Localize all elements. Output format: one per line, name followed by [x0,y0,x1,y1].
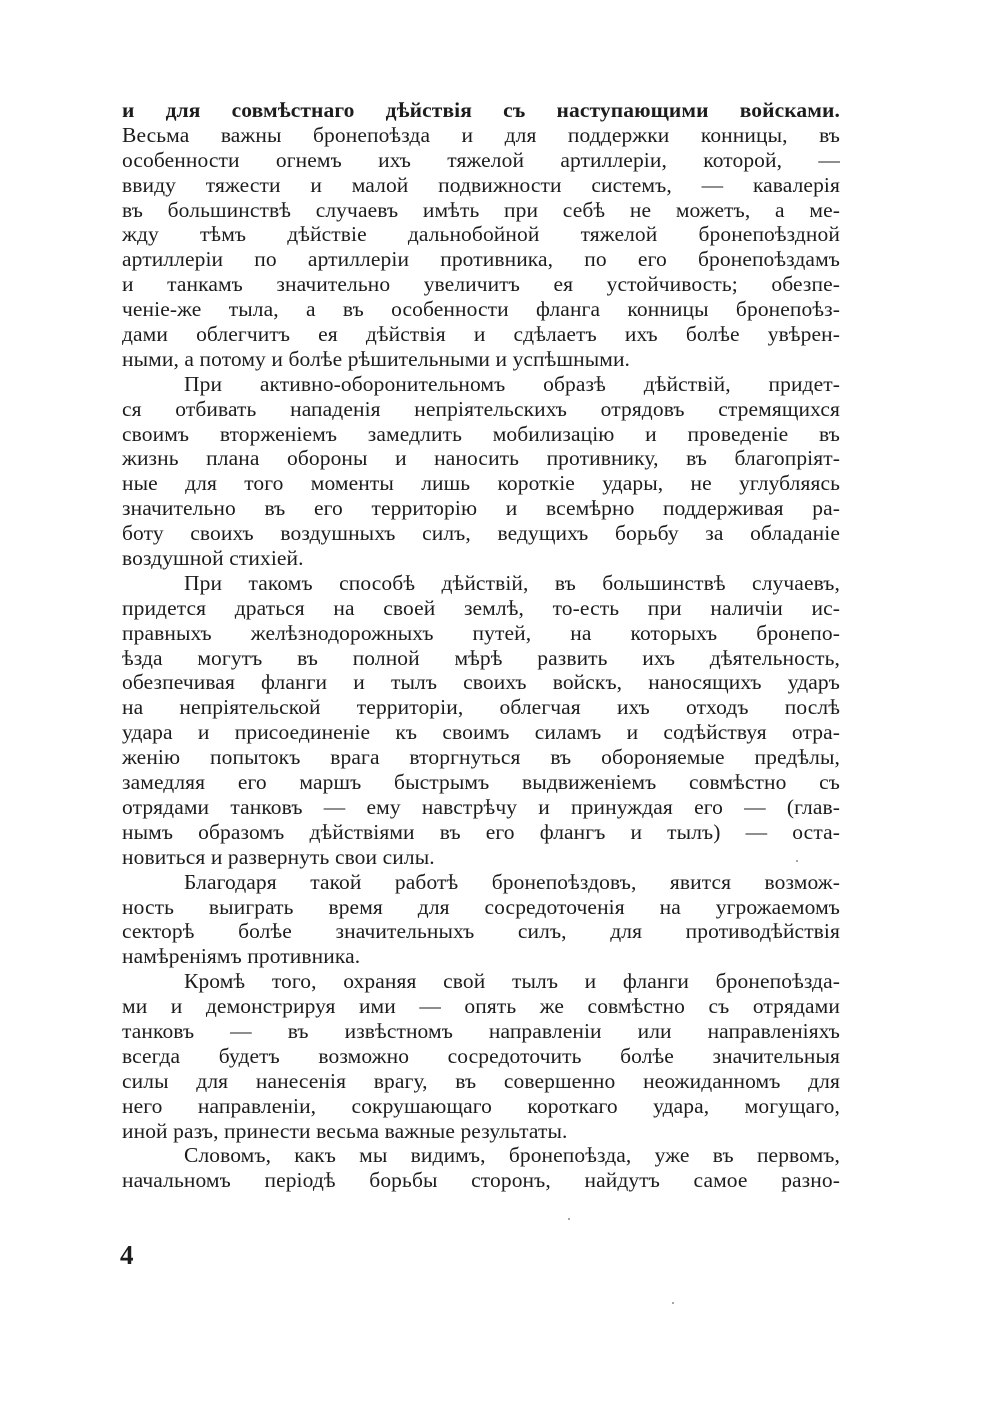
text-line: дами облегчитъ ея дѣйствія и сдѣлаетъ ихъ болѣе увѣрен- [122,322,840,347]
text-line: артиллеріи по артиллеріи противника, по его бронепоѣздамъ [122,247,840,272]
text-line: ѣзда могутъ въ полной мѣрѣ развить ихъ дѣятельность, [122,645,840,670]
print-speck [796,860,798,862]
text-line: замедляя его маршъ быстрымъ выдвиженіемъ совмѣстно съ [122,770,840,795]
text-line: начальномъ періодѣ борьбы сторонъ, найдутъ самое разно- [122,1168,840,1193]
text-line: на непріятельской территоріи, облегчая ихъ отходъ послѣ [122,695,840,720]
text-line: особенности огнемъ ихъ тяжелой артиллеріи, которой, — [122,147,840,172]
text-line: въ большинствѣ случаевъ имѣть при себѣ не можетъ, а ме- [122,197,840,222]
text-line: женію попытокъ врага вторгнуться въ обороняемые предѣлы, [122,745,840,770]
text-line: ввиду тяжести и малой подвижности системъ, — кавалерія [122,172,840,197]
text-line: Кромѣ того, охраняя свой тылъ и фланги бронепоѣзда- [184,969,840,994]
text-line: секторѣ болѣе значительныхъ силъ, для противодѣйствія [122,919,840,944]
text-line: жизнь плана обороны и наносить противнику, въ благопріят- [122,446,840,471]
text-line: новиться и развернуть свои силы. [122,844,435,869]
text-line: танковъ — въ извѣстномъ направленіи или направленіяхъ [122,1018,840,1043]
page-number: 4 [120,1240,134,1270]
text-line: При такомъ способѣ дѣйствій, въ большинствѣ случаевъ, [184,570,840,595]
text-line: ченіе-же тыла, а въ особенности фланга конницы бронепоѣз- [122,297,840,322]
text-line: Благодаря такой работѣ бронепоѣздовъ, явится возмож- [184,869,840,894]
text-line: своимъ вторженіемъ замедлить мобилизацію и проведеніе въ [122,421,840,446]
text-line: ми и демонстрируя ими — опять же совмѣстно съ отрядами [122,994,840,1019]
text-line: ными, а потому и болѣе рѣшительными и успѣшными. [122,346,631,371]
text-line: иной разъ, принести весьма важные результаты. [122,1118,568,1143]
text-line: воздушной стихіей. [122,546,304,571]
text-line: жду тѣмъ дѣйствіе дальнобойной тяжелой бронепоѣздной [122,222,840,247]
text-line: удара и присоединеніе къ своимъ силамъ и содѣйствуя отра- [122,720,840,745]
text-line: и танкамъ значительно увеличитъ ея устойчивость; обезпе- [122,272,840,297]
text-line: правныхъ желѣзнодорожныхъ путей, на которыхъ бронепо- [122,620,840,645]
text-line: обезпечивая фланги и тылъ своихъ войскъ, наносящихъ ударъ [122,670,840,695]
text-line: придется драться на своей землѣ, то-есть при наличіи ис- [122,595,840,620]
text-line: намѣреніямъ противника. [122,944,361,969]
print-speck [568,1218,570,1220]
text-line: отрядами танковъ — ему навстрѣчу и принуждая его — (глав- [122,794,840,819]
text-line: Весьма важны бронепоѣзда и для поддержки конницы, въ [122,122,840,147]
text-line: всегда будетъ возможно сосредоточить болѣе значительныя [122,1043,840,1068]
text-line: ные для того моменты лишь короткіе удары, не углубляясь [122,471,840,496]
text-line: ся отбивать нападенія непріятельскихъ отрядовъ стремящихся [122,396,840,421]
text-line: значительно въ его территорію и всемѣрно поддерживая ра- [122,496,840,521]
print-speck [672,1302,674,1304]
text-line: силы для нанесенія врагу, въ совершенно неожиданномъ для [122,1068,840,1093]
body-text [122,98,840,1193]
text-line: Словомъ, какъ мы видимъ, бронепоѣзда, уже въ первомъ, [184,1143,840,1168]
text-line: боту своихъ воздушныхъ силъ, ведущихъ борьбу за обладаніе [122,521,840,546]
text-line: и для совмѣстнаго дѣйствія съ наступающими войсками. [122,98,840,122]
text-line: него направленіи, сокрушающаго короткаго удара, могущаго, [122,1093,840,1118]
text-line: ность выиграть время для сосредоточенія на угрожаемомъ [122,894,840,919]
text-line: При активно-оборонительномъ образѣ дѣйствій, придет- [184,371,840,396]
text-line: нымъ образомъ дѣйствіями въ его флангъ и тылъ) — оста- [122,819,840,844]
